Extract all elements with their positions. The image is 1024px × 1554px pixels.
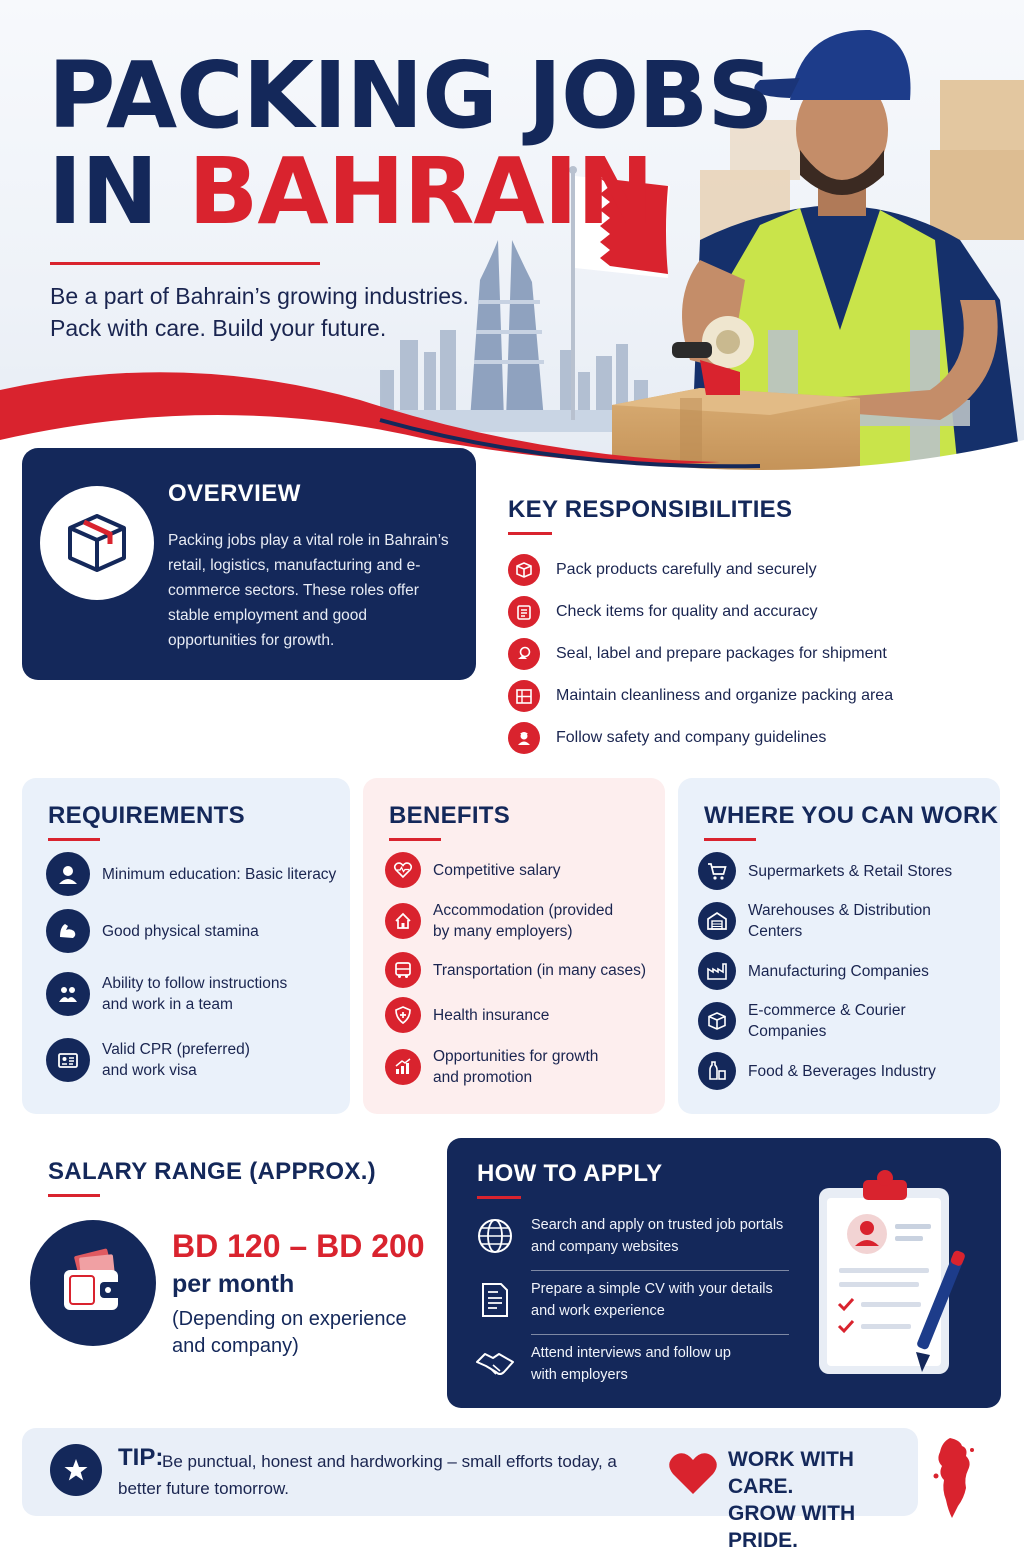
apply-step (473, 1278, 789, 1322)
section-underline (48, 838, 100, 841)
star-icon (50, 1444, 102, 1496)
bahrain-map-icon (928, 1436, 978, 1520)
requirements-title: REQUIREMENTS (48, 802, 245, 829)
requirement-line-2: and work visa (102, 1062, 197, 1079)
motto-line-1: WORK WITH CARE. (728, 1448, 854, 1498)
section-underline (48, 1194, 100, 1197)
subtitle-line-1: Be a part of Bahrain’s growing industries. (50, 283, 469, 309)
workplace-line-2: Companies (748, 1023, 827, 1040)
team-icon (46, 972, 90, 1016)
salary-icon-circle (30, 1220, 156, 1346)
apply-title: HOW TO APPLY (477, 1160, 663, 1187)
salary-title: SALARY RANGE (APPROX.) (48, 1158, 376, 1185)
benefit-line-2: by many employers) (433, 923, 573, 940)
document-icon (473, 1278, 517, 1322)
salary-note: (Depending on experience and company) (172, 1308, 407, 1357)
benefit-line-1: Accommodation (provided (433, 902, 614, 919)
apply-step-label (531, 1278, 773, 1322)
responsibility-item (508, 554, 817, 586)
requirement-item (46, 909, 259, 953)
requirement-item (46, 972, 287, 1016)
workplace-label (748, 900, 931, 942)
house-icon (385, 903, 421, 939)
responsibility-label: Maintain cleanliness and organize packing area (556, 687, 894, 704)
workplace-line-1: Manufacturing Companies (748, 962, 929, 980)
globe-icon (473, 1214, 517, 1258)
workplace-line-1: Supermarkets & Retail Stores (748, 862, 953, 880)
parcel-icon (698, 1002, 736, 1040)
benefit-item (385, 900, 613, 942)
requirement-label (102, 973, 287, 1015)
where-you-can-work-card (678, 778, 1000, 1114)
motto (728, 1446, 918, 1554)
benefit-label (433, 860, 561, 881)
key-responsibilities-section (508, 496, 1008, 746)
requirement-line-1: Minimum education: Basic literacy (102, 865, 337, 883)
warehouse-icon (698, 902, 736, 940)
shield-icon (385, 997, 421, 1033)
requirement-label (102, 1039, 250, 1081)
requirement-label (102, 864, 336, 885)
id-card-icon (46, 1038, 90, 1082)
bottle-icon (698, 1052, 736, 1090)
requirement-line-1: Valid CPR (preferred) (102, 1041, 250, 1058)
requirement-label (102, 921, 259, 942)
workplace-line-1: Food & Beverages Industry (748, 1062, 936, 1080)
benefit-label (433, 900, 613, 942)
clipboard-icon (508, 596, 540, 628)
title-underline (50, 262, 320, 265)
benefit-item (385, 952, 646, 988)
cart-icon (698, 852, 736, 890)
overview-text: Packing jobs play a vital role in Bahrain’s retail, logistics, manufacturing and e-commerce sectors. These roles offer stable employment and good opportunities for growth. (168, 532, 449, 649)
workplace-line-1: E-commerce & Courier (748, 1002, 906, 1019)
benefit-line-1: Opportunities for growth (433, 1048, 599, 1065)
box-icon (62, 508, 132, 578)
apply-step-line-1: Search and apply on trusted job portals (531, 1217, 784, 1233)
box-icon (508, 554, 540, 586)
apply-step (473, 1342, 789, 1386)
workplace-label (748, 861, 952, 882)
benefit-label (433, 960, 646, 981)
apply-step-line-2: and work experience (531, 1303, 665, 1319)
benefits-card (363, 778, 665, 1114)
overview-title: OVERVIEW (168, 480, 301, 507)
workplace-item (698, 1052, 936, 1090)
hero-banner (0, 0, 1024, 490)
benefit-label (433, 1046, 598, 1088)
responsibility-item (508, 680, 893, 712)
workplace-label (748, 1000, 906, 1042)
benefit-item (385, 997, 549, 1033)
wallet-icon (56, 1246, 130, 1320)
responsibility-item (508, 722, 826, 754)
page-subtitle (50, 280, 469, 344)
requirements-card (22, 778, 350, 1114)
title-line-1: PACKING JOBS (48, 42, 773, 149)
worker-icon (508, 722, 540, 754)
requirement-item (46, 852, 336, 896)
benefit-label (433, 1005, 549, 1026)
requirement-item (46, 1038, 250, 1082)
tip-label: TIP: (118, 1444, 164, 1471)
responsibility-item (508, 638, 887, 670)
benefit-item (385, 1046, 598, 1088)
clipboard-icon (809, 1166, 979, 1392)
apply-step (473, 1214, 789, 1258)
workplace-item (698, 1000, 906, 1042)
subtitle-line-2: Pack with care. Build your future. (50, 315, 387, 341)
section-underline (389, 838, 441, 841)
responsibility-label: Follow safety and company guidelines (556, 729, 827, 746)
key-responsibilities-title: KEY RESPONSIBILITIES (508, 496, 793, 523)
divider (531, 1334, 789, 1335)
shelf-icon (508, 680, 540, 712)
growth-chart-icon (385, 1049, 421, 1085)
benefit-line-2: and promotion (433, 1069, 533, 1086)
responsibility-label: Seal, label and prepare packages for shipment (556, 645, 887, 662)
salary-period: per month (172, 1270, 295, 1298)
requirement-line-2: and work in a team (102, 996, 233, 1013)
section-underline (704, 838, 756, 841)
factory-icon (698, 952, 736, 990)
apply-step-line-1: Prepare a simple CV with your details (531, 1281, 773, 1297)
requirement-line-1: Ability to follow instructions (102, 975, 288, 992)
workplace-item (698, 852, 952, 890)
benefit-line-1: Competitive salary (433, 861, 561, 879)
heart-icon (668, 1450, 718, 1496)
workplace-line-2: Centers (748, 923, 803, 940)
divider (531, 1270, 789, 1271)
overview-card (22, 448, 476, 680)
responsibility-item (508, 596, 817, 628)
title-word-bahrain: BAHRAIN (188, 138, 653, 245)
section-underline (508, 532, 552, 535)
title-line-2 (48, 138, 773, 245)
tip-bar (22, 1428, 918, 1552)
where-title: WHERE YOU CAN WORK (704, 802, 999, 829)
how-to-apply-card (447, 1138, 1001, 1408)
apply-step-line-1: Attend interviews and follow up (531, 1345, 731, 1361)
apply-step-label (531, 1214, 783, 1258)
benefits-title: BENEFITS (389, 802, 511, 829)
benefit-line-1: Health insurance (433, 1006, 550, 1024)
workplace-item (698, 952, 929, 990)
workplace-item (698, 900, 931, 942)
workplace-label (748, 961, 929, 982)
apply-step-label (531, 1342, 731, 1386)
title-word-in: IN (48, 138, 158, 245)
tape-icon (508, 638, 540, 670)
handshake-icon (473, 1342, 517, 1386)
apply-step-line-2: with employers (531, 1367, 628, 1383)
salary-amount: BD 120 – BD 200 (172, 1228, 425, 1264)
benefit-line-1: Transportation (in many cases) (433, 961, 647, 979)
requirement-line-1: Good physical stamina (102, 922, 259, 940)
bus-icon (385, 952, 421, 988)
workplace-line-1: Warehouses & Distribution (748, 902, 931, 919)
page-title (48, 42, 773, 245)
motto-line-2: GROW WITH PRIDE. (728, 1502, 856, 1552)
tip-text: Be punctual, honest and hardworking – small efforts today, a better future tomorrow. (118, 1452, 617, 1498)
section-underline (477, 1196, 521, 1199)
person-icon (46, 852, 90, 896)
overview-icon-circle (40, 486, 154, 600)
workplace-label (748, 1061, 936, 1082)
benefit-item (385, 852, 561, 888)
muscle-icon (46, 909, 90, 953)
apply-step-line-2: and company websites (531, 1239, 679, 1255)
heart-pulse-icon (385, 852, 421, 888)
responsibility-label: Pack products carefully and securely (556, 561, 817, 578)
responsibility-label: Check items for quality and accuracy (556, 603, 818, 620)
